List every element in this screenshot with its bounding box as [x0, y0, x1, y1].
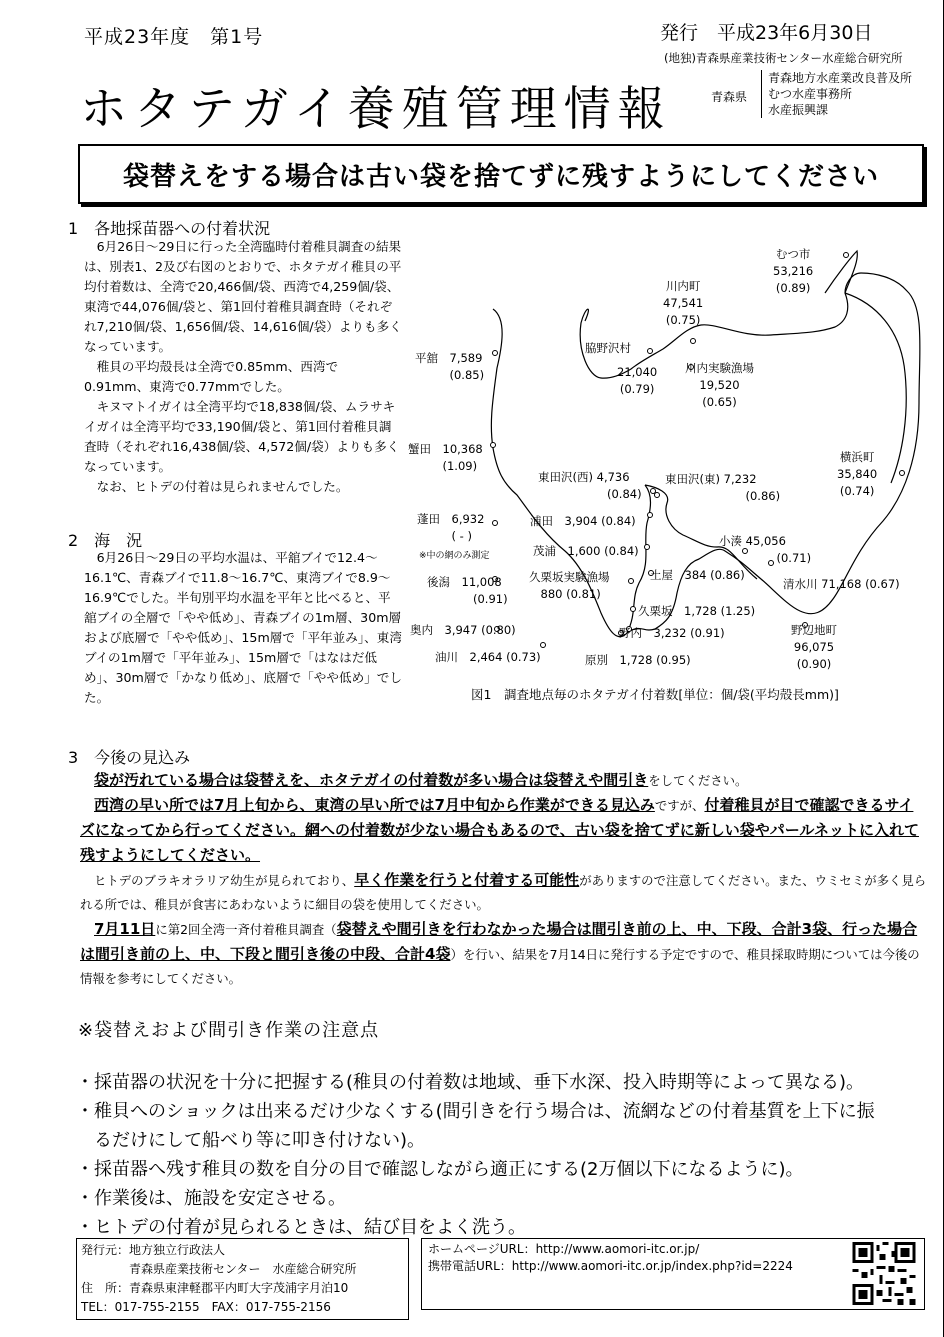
newsletter-title: ホタテガイ養殖管理情報: [80, 82, 672, 137]
notes-item: ・作業後は、施設を安定させる。: [76, 1188, 346, 1209]
notes-item: ・稚貝へのショックは出来るだけ少なくする(間引きを行う場合は、流網などの付着基質を上下に振: [76, 1101, 875, 1122]
station-marker: [629, 579, 634, 584]
section2-body: [84, 548, 402, 708]
station-marker: [648, 349, 653, 354]
web-info: [421, 1238, 925, 1310]
bay-map: [405, 233, 925, 703]
station-marker: [651, 489, 656, 494]
station-label-urata: 浦田 3,904 (0.84): [530, 514, 636, 528]
notes-item: ・採苗器の状況を十分に把握する(稚貝の付着数は地域、垂下水深、投入時期等によって異なる)。: [76, 1072, 865, 1093]
paragraph: 稚貝の平均殻長は全湾で0.85mm、西湾で0.91mm、東湾で0.77mmでした。: [84, 359, 339, 394]
section1-heading: 1 各地採苗器への付着状況: [68, 219, 271, 238]
year-issue: 平成23年度 第1号: [84, 26, 264, 48]
co-org: むつ水産事務所: [768, 87, 853, 101]
headline-banner: [78, 144, 924, 204]
mobile-url[interactable]: 携帯電話URL：http://www.aomori-itc.or.jp/index.php?id=2224: [428, 1259, 793, 1273]
station-marker: [631, 607, 636, 612]
station-label-higashitazawa-east: 東田沢(東) 7,232 (0.86): [665, 472, 781, 503]
paragraph: ヒトデのブラキオラリア幼生が見られており、早く作業を行うと付着する可能性がありますので注意してください。また、ウミセミが多く見られる所では、稚貝が食害にあわないように細目の袋を使用してください。: [80, 871, 927, 912]
station-label-kominato: 小湊 45,056 (0.71): [719, 534, 812, 565]
station-label-kurizaka: 久栗坂 1,728 (1.25): [638, 604, 756, 618]
station-marker: [645, 545, 650, 550]
section3-body: [80, 768, 928, 991]
station-label-wakinosawa: 脇野沢村: [585, 341, 631, 355]
homepage-url[interactable]: ホームページURL：http://www.aomori-itc.or.jp/: [428, 1242, 700, 1256]
station-label-kawauchi-exp: 川内実験漁場 19,520 (0.65): [685, 361, 754, 409]
station-label-yokohama: 横浜町 35,840 (0.74): [837, 450, 878, 498]
section2-heading: 2 海 況: [68, 531, 143, 550]
station-label-kanita: 蟹田 10,368 (1.09): [408, 442, 483, 473]
paragraph: キヌマトイガイは全湾平均で18,838個/袋、ムラサキイガイは全湾平均で33,190個/袋と、第1回付着稚貝調査時（それぞれ16,438個/袋、4,572個/袋）よりも多くなっています。: [84, 399, 400, 474]
section3-heading: 3 今後の見込み: [68, 748, 191, 767]
station-label-aburakawa: 油川 2,464 (0.73): [435, 650, 541, 664]
section1-body: [84, 237, 402, 497]
yomogita-note: ※中の網のみ測定: [419, 551, 490, 561]
headline-text: 袋替えをする場合は古い袋を捨てずに残すようにしてください: [122, 161, 879, 192]
notes-title: ※袋替えおよび間引き作業の注意点: [78, 1020, 380, 1041]
paragraph: 6月26日～29日に行った全湾臨時付着稚貝調査の結果は、別表1、2及び右図のとおりで、ホタテガイ稚貝の平均付着数は、全湾で20,466個/袋、西湾で4,259個/袋、東湾で44,076個/袋と、第1回付着稚貝調査時（それぞれ7,210個/袋、1,656個/袋、14,616個/袋）よりも多くなっています。: [84, 239, 402, 354]
research-org: (地独)青森県産業技術センター水産総合研究所: [664, 51, 903, 65]
qr-code-icon: [851, 1242, 917, 1305]
station-marker: [900, 471, 905, 476]
paragraph: 袋が汚れている場合は袋替えを、ホタテガイの付着数が多い場合は袋替えや間引きをしてください。: [94, 771, 748, 789]
notes-list: [76, 1068, 926, 1242]
station-label-okunai: 奥内 3,947 (0.80): [410, 623, 516, 637]
station-marker: [691, 339, 696, 344]
station-label-yomogita: 蓬田 6,932 ( - ): [417, 512, 485, 543]
paragraph: 西湾の早い所では7月上旬から、東湾の早い所では7月中旬から作業ができる見込みですが、付着稚貝が目で確認できるサイズになってから行ってください。網への付着数が少ない場合もあるので、古い袋を捨てずに新しい袋やパールネットに入れて残すようにしてください。: [80, 796, 919, 864]
publisher-info: [76, 1238, 409, 1320]
prefecture-label: 青森県: [711, 90, 748, 104]
station-marker: [493, 521, 498, 526]
station-label-moura: 茂浦 1,600 (0.84): [533, 544, 639, 558]
station-marker: [493, 351, 498, 356]
station-label-harabetsu: 原別 1,728 (0.95): [585, 653, 691, 667]
station-label-higashitazawa-west: 東田沢(西) 4,736 (0.84): [538, 470, 642, 501]
notes-item: るだけにして船べり等に叩き付けない)。: [76, 1130, 426, 1151]
publisher-line: TEL：017-755-2155 FAX：017-755-2156: [81, 1300, 331, 1314]
co-organizations: [761, 70, 912, 118]
station-marker: [541, 643, 546, 648]
station-count-wakinosawa: 21,040 (0.79): [617, 365, 658, 396]
issue-date: 発行 平成23年6月30日: [660, 22, 873, 44]
station-label-kurizaka-exp: 久栗坂実験漁場 880 (0.81): [529, 570, 610, 601]
paragraph: なお、ヒトデの付着は見られませんでした。: [96, 479, 349, 494]
co-org: 青森地方水産業改良普及所: [768, 71, 913, 85]
station-label-kawauchi: 川内町 47,541 (0.75): [663, 279, 704, 327]
paragraph: 7月11日に第2回全湾一斉付着稚貝調査（袋替えや間引きを行わなかった場合は間引き前の上、中、下段、合計3袋、行った場合は間引き前の上、中、下段と間引き後の中段、合計4袋）を行い、結果を7月14日に発行する予定ですので、稚貝採取時期については今後の情報を参考にしてください。: [80, 920, 920, 986]
station-marker: [491, 443, 496, 448]
station-label-shimizugawa: 清水川 71,168 (0.67): [783, 577, 900, 591]
station-marker: [844, 253, 849, 258]
station-label-hiradate: 平舘 7,589 (0.85): [415, 351, 485, 382]
station-label-mutsu: むつ市 53,216 (0.89): [773, 247, 814, 295]
station-label-ushirogata: 後潟 11,008 (0.91): [427, 575, 508, 606]
mutsu-peninsula: [825, 251, 857, 293]
station-label-noheji: 野辺地町 96,075 (0.90): [791, 623, 837, 671]
publisher-line: 住 所：青森県東津軽郡平内町大字茂浦字月泊10: [81, 1281, 349, 1295]
station-marker: [648, 513, 653, 518]
station-label-tsuchiya: 土屋 384 (0.86): [650, 568, 745, 582]
publisher-line: 発行元：地方独立行政法人: [81, 1243, 226, 1257]
paragraph: 6月26日～29日の平均水温は、平舘ブイで12.4～16.1℃、青森ブイで11.8～16.7℃、東湾ブイで8.9～16.9℃でした。半旬別平均水温を平年と比べると、平舘ブイの全層で「やや低め」、青森ブイの1m層、30m層および底層で「やや低め」、15m層で「平年並み」、東湾ブイの1m層で「平年並み」、15m層で「はなはだ低め」、30m層で「かなり低め」、底層で「やや低め」でした。: [84, 550, 402, 705]
notes-item: ・採苗器へ残す稚貝の数を自分の目で確認しながら適正にする(2万個以下になるように)。: [76, 1159, 804, 1180]
notes-item: ・ヒトデの付着が見られるときは、結び目をよく洗う。: [76, 1217, 526, 1238]
station-label-nonai: 野内 3,232 (0.91): [619, 626, 725, 640]
station-marker: [655, 493, 660, 498]
publisher-line: 青森県産業技術センター 水産総合研究所: [81, 1262, 357, 1276]
co-org: 水産振興課: [768, 103, 829, 117]
map-caption: 図1 調査地点毎のホタテガイ付着数[単位：個/袋(平均殻長mm)]: [471, 687, 839, 702]
